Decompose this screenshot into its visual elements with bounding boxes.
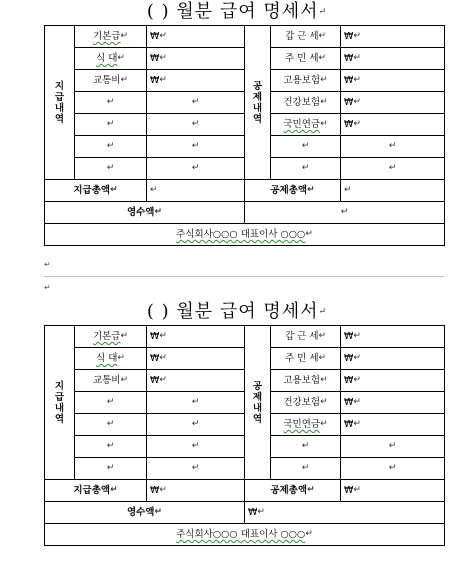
ded-value[interactable]: ↵ xyxy=(341,436,445,458)
pay-table xyxy=(44,25,445,246)
total-deductions-label: 공제총액↵ xyxy=(245,180,341,202)
earn-value[interactable]: ↵ xyxy=(147,114,245,136)
ded-value[interactable]: ₩↵ xyxy=(341,414,445,436)
earn-value[interactable]: ↵ xyxy=(147,392,245,414)
para-mark: ↵ xyxy=(44,283,51,292)
received-amount-label: 영수액↵ xyxy=(45,502,245,524)
ded-label[interactable]: 국민연금↵ xyxy=(271,414,341,436)
ded-value[interactable]: ↵ xyxy=(341,458,445,480)
total-earnings-label: 지급총액↵ xyxy=(45,180,147,202)
slip-title: ( ) 월분 급여 명세서↵ xyxy=(146,301,328,322)
total-earnings-label: 지급총액↵ xyxy=(45,480,147,502)
ded-value[interactable]: ₩↵ xyxy=(341,48,445,70)
total-deductions-value[interactable]: ₩↵ xyxy=(341,480,445,502)
earn-value[interactable]: ₩↵ xyxy=(147,370,245,392)
earn-label[interactable]: 식 대↵ xyxy=(75,48,147,70)
earn-label[interactable]: ↵ xyxy=(75,458,147,480)
earn-label[interactable]: ↵ xyxy=(75,114,147,136)
ded-value[interactable]: ₩↵ xyxy=(341,348,445,370)
ded-value[interactable]: ↵ xyxy=(341,158,445,180)
ded-label[interactable]: ↵ xyxy=(271,436,341,458)
ded-label[interactable]: ↵ xyxy=(271,136,341,158)
earn-label[interactable]: 기본급↵ xyxy=(75,26,147,48)
earn-value[interactable]: ₩↵ xyxy=(147,26,245,48)
deductions-header: 공 제 내 역 xyxy=(245,326,271,480)
earn-value[interactable]: ₩↵ xyxy=(147,326,245,348)
ded-label[interactable]: 고용보험↵ xyxy=(271,70,341,92)
ded-label[interactable]: ↵ xyxy=(271,158,341,180)
received-amount-value[interactable]: ₩↵ xyxy=(245,502,445,524)
pay-table xyxy=(44,325,445,546)
earn-label[interactable]: ↵ xyxy=(75,414,147,436)
earn-value[interactable]: ↵ xyxy=(147,414,245,436)
earn-label[interactable]: 기본급↵ xyxy=(75,326,147,348)
ded-label[interactable]: 건강보험↵ xyxy=(271,92,341,114)
earn-label[interactable]: 식 대↵ xyxy=(75,348,147,370)
deductions-header: 공 제 내 역 xyxy=(245,26,271,180)
company-signature: 주식회사○○○ 대표이사 ○○○↵ xyxy=(45,524,445,546)
earn-label[interactable]: ↵ xyxy=(75,92,147,114)
ded-value[interactable]: ₩↵ xyxy=(341,26,445,48)
total-deductions-label: 공제총액↵ xyxy=(245,480,341,502)
ded-value[interactable]: ₩↵ xyxy=(341,392,445,414)
ded-label[interactable]: 주 민 세↵ xyxy=(271,48,341,70)
ded-label[interactable]: 고용보험↵ xyxy=(271,370,341,392)
earn-label[interactable]: ↵ xyxy=(75,392,147,414)
earn-label[interactable]: ↵ xyxy=(75,158,147,180)
ded-label[interactable]: 국민연금↵ xyxy=(271,114,341,136)
total-earnings-value[interactable]: ↵ xyxy=(147,180,245,202)
ded-value[interactable]: ₩↵ xyxy=(341,70,445,92)
ded-label[interactable]: 주 민 세↵ xyxy=(271,348,341,370)
ded-label[interactable]: 갑 근 세↵ xyxy=(271,26,341,48)
earn-label[interactable]: ↵ xyxy=(75,136,147,158)
ded-value[interactable]: ₩↵ xyxy=(341,326,445,348)
earnings-header: 지 급 내 역 xyxy=(45,326,75,480)
ded-value[interactable]: ₩↵ xyxy=(341,114,445,136)
earn-value[interactable]: ↵ xyxy=(147,136,245,158)
earn-value[interactable]: ₩↵ xyxy=(147,348,245,370)
earn-value[interactable]: ₩↵ xyxy=(147,70,245,92)
total-deductions-value[interactable]: ↵ xyxy=(341,180,445,202)
earn-value[interactable]: ₩↵ xyxy=(147,48,245,70)
earn-value[interactable]: ↵ xyxy=(147,92,245,114)
company-signature: 주식회사○○○ 대표이사 ○○○↵ xyxy=(45,224,445,246)
ded-label[interactable]: ↵ xyxy=(271,458,341,480)
received-amount-label: 영수액↵ xyxy=(45,202,245,224)
para-mark: ↵ xyxy=(44,260,51,269)
earn-value[interactable]: ↵ xyxy=(147,158,245,180)
earn-label[interactable]: 교통비↵ xyxy=(75,70,147,92)
earnings-header: 지 급 내 역 xyxy=(45,26,75,180)
ded-label[interactable]: 갑 근 세↵ xyxy=(271,326,341,348)
divider-line xyxy=(44,276,444,277)
received-amount-value[interactable]: ↵ xyxy=(245,202,445,224)
ded-value[interactable]: ₩↵ xyxy=(341,92,445,114)
ded-label[interactable]: 건강보험↵ xyxy=(271,392,341,414)
earn-value[interactable]: ↵ xyxy=(147,458,245,480)
earn-label[interactable]: ↵ xyxy=(75,436,147,458)
earn-value[interactable]: ↵ xyxy=(147,436,245,458)
ded-value[interactable]: ↵ xyxy=(341,136,445,158)
ded-value[interactable]: ₩↵ xyxy=(341,370,445,392)
slip-title: ( ) 월분 급여 명세서↵ xyxy=(146,1,328,22)
total-earnings-value[interactable]: ₩↵ xyxy=(147,480,245,502)
earn-label[interactable]: 교통비↵ xyxy=(75,370,147,392)
